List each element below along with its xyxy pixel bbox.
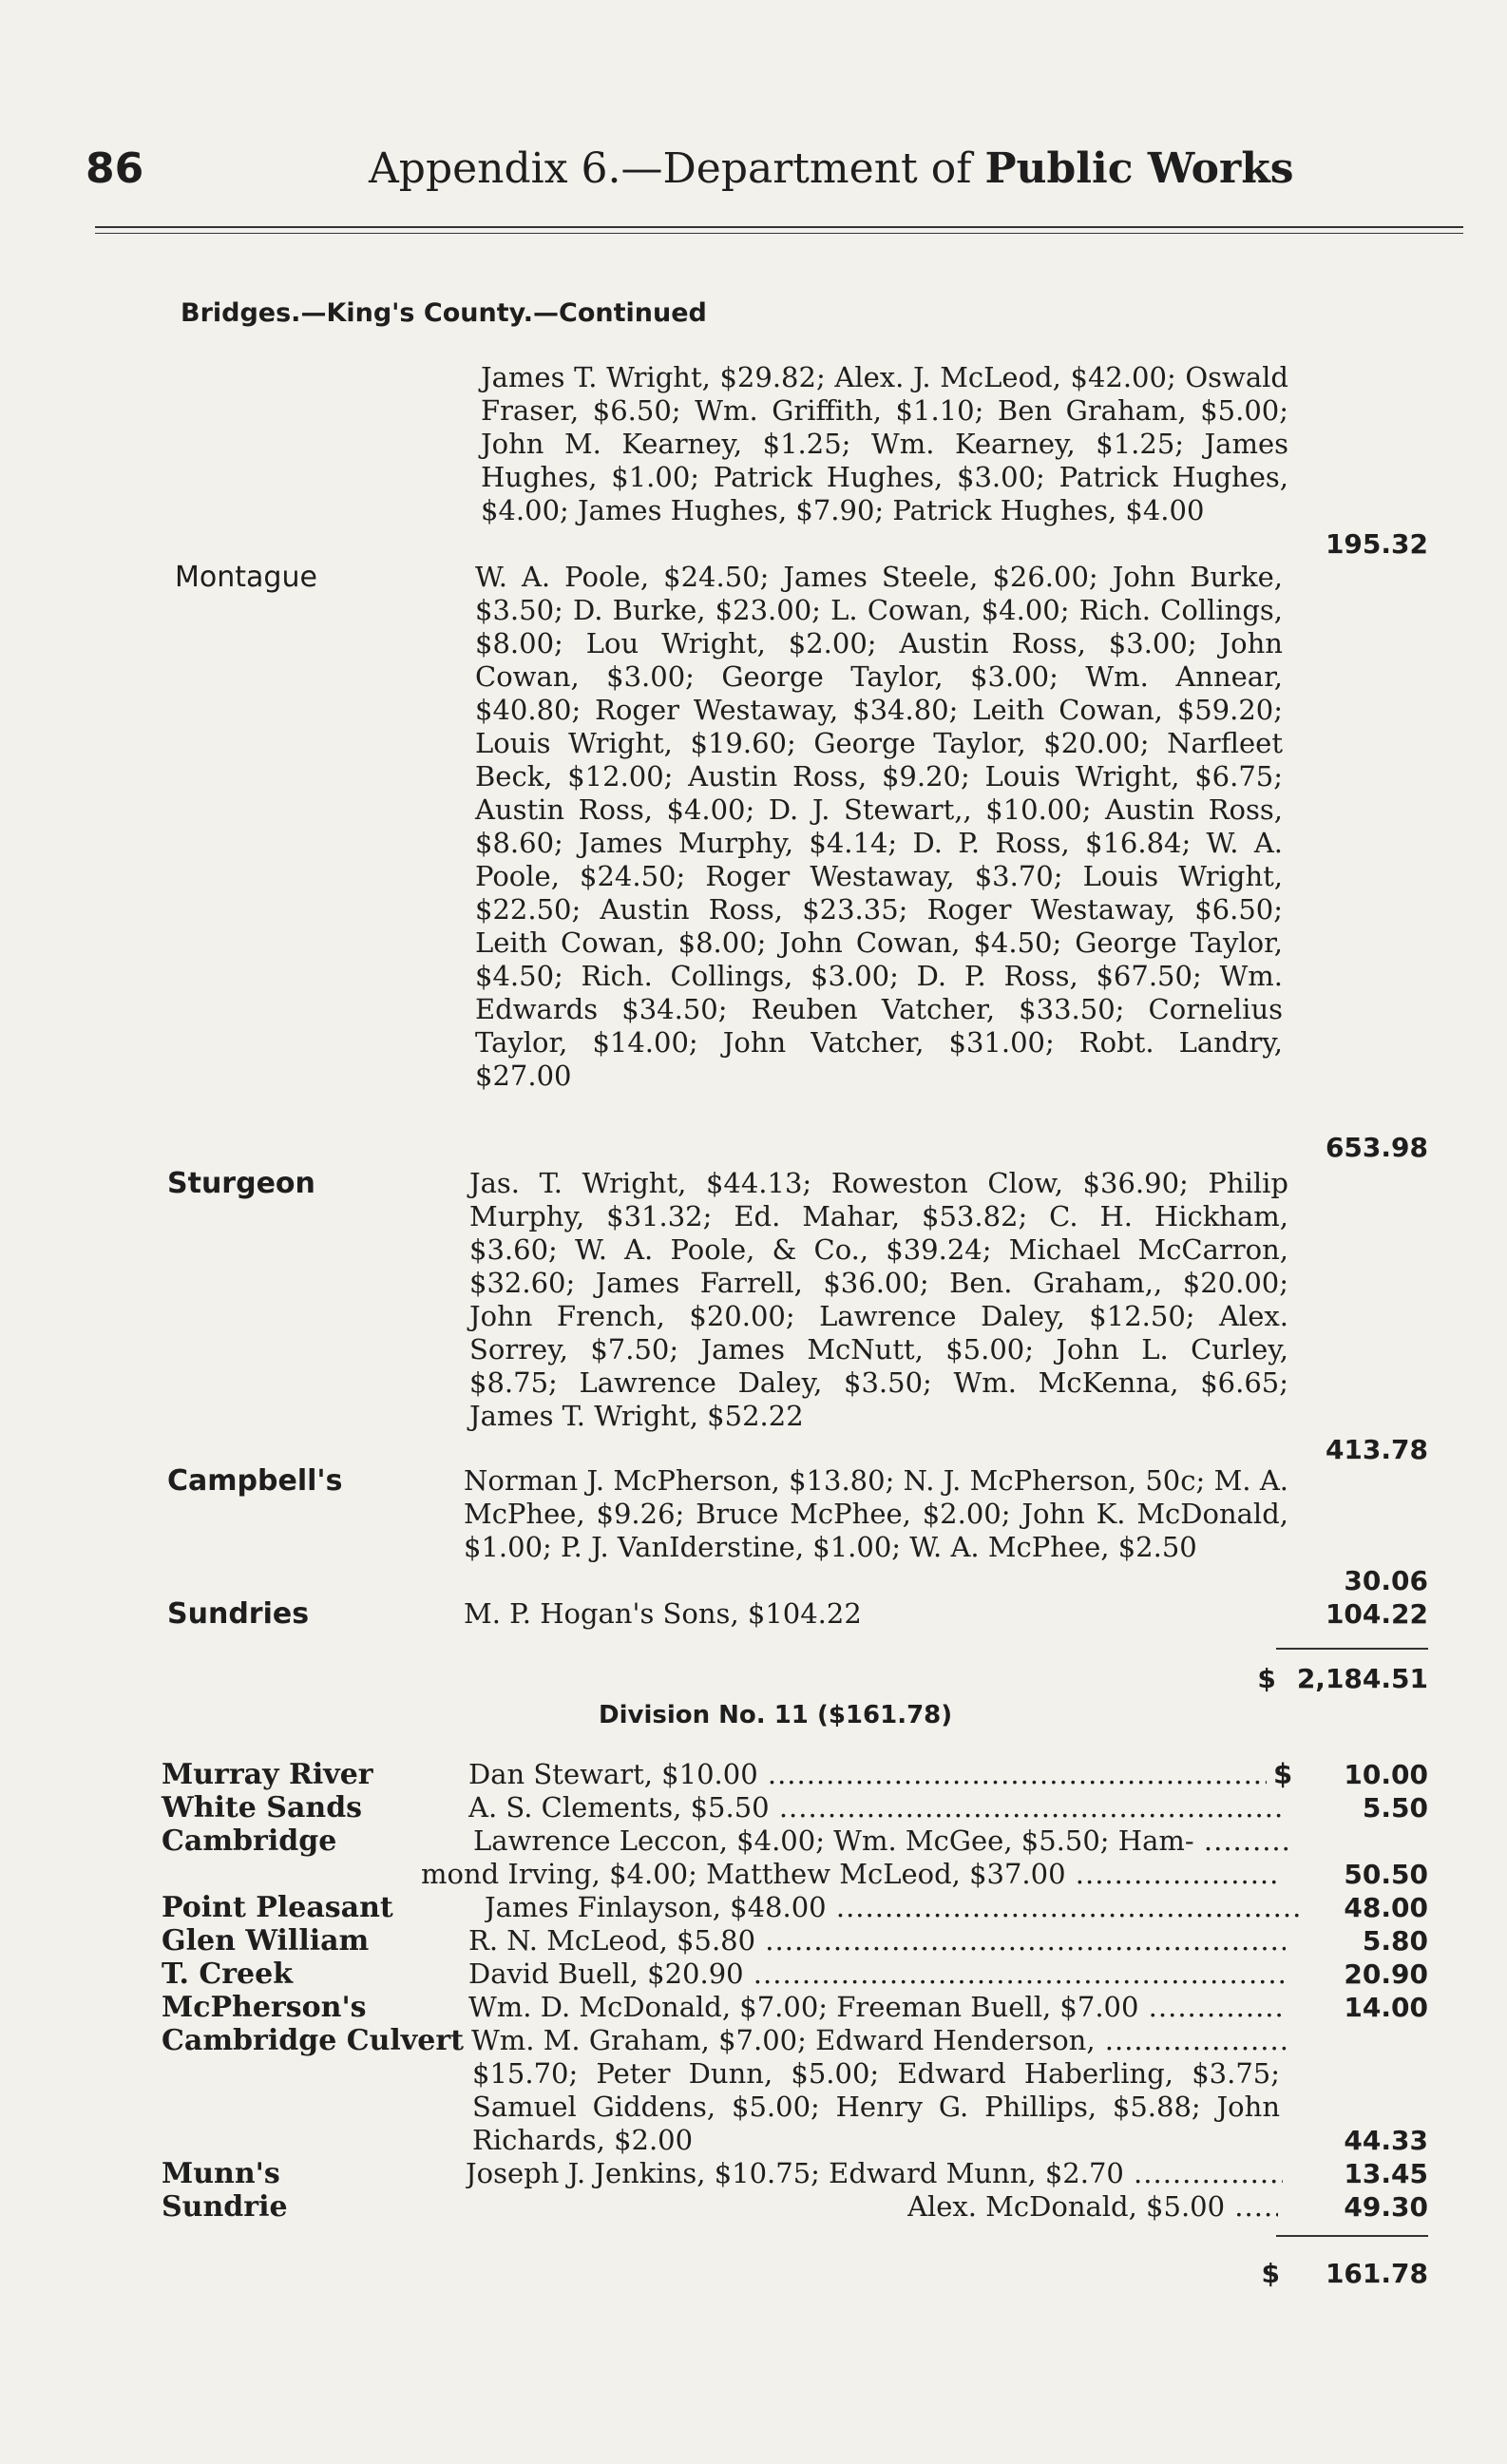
entry-amount: 104.22 [1325,1598,1428,1630]
payee-text-line1: Lawrence Leccon, $4.00; Wm. McGee, $5.50; Ham- ..... [473,1824,1290,1858]
entry-amount: 195.32 [1325,528,1428,560]
place-name: Point Pleasant [162,1891,393,1924]
entry-amount: 30.06 [1344,1565,1428,1596]
payee-text: Joseph J. Jenkins, $10.75; Edward Munn, $2.70 ..... [466,2157,1283,2190]
section-total [1257,1663,1428,1694]
entry-text: W. A. Poole, $24.50; James Steele, $26.00; John Burke, $3.50; D. Burke, $23.00; L. Cowan, $4.00; Rich. Collings, $8.00; Lou Wright, $2.00; Austin Ross, $3.00; John Cowan, $3.00; George Taylor, $3.00; Wm. Annear, $40.80; Roger Westaway, $34.80; Leith Cowan, $59.20; Louis Wright, $19.60; George Taylor, $20.00; Narfleet Beck, $12.00; Austin Ross, $9.20; Louis Wright, $6.75; Austin Ross, $4.00; D. J. Stewart,, $10.00; Austin Ross, $8.60; James Murphy, $4.14; D. P. Ross, $16.84; W. A. Poole, $24.50; Roger Westaway, $3.70; Louis Wright, $22.50; Austin Ross, $23.35; Roger Westaway, $6.50; Leith Cowan, $8.00; John Cowan, $4.50; George Taylor, $4.50; Rich. Collings, $3.00; D. P. Ross, $67.50; Wm. Edwards $34.50; Reuben Vatcher, $33.50; Cornelius Taylor, $14.00; John Vatcher, $31.00; Robt. Landry, $27.00 [475,561,1283,1092]
total-value: 2,184.51 [1296,1663,1428,1694]
division-row [0,1924,1507,1958]
place-name: Murray River [162,1758,373,1791]
running-title-bold: Public Works [984,144,1294,193]
entry-amount: 50.50 [1344,1859,1428,1890]
place-name: Sundrie [162,2190,288,2224]
payee-text: James Finlayson, $48.00 ..... [485,1891,1302,1924]
entry-text: Jas. T. Wright, $44.13; Roweston Clow, $36.90; Philip Murphy, $31.32; Ed. Mahar, $53.82; C. H. Hickham, $3.60; W. A. Poole, & Co., $39.24; Michael McCarron, $32.60; James Farrell, $36.00; Ben. Graham,, $20.00; John French, $20.00; Lawrence Daley, $12.50; Alex. Sorrey, $7.50; James McNutt, $5.00; John L. Curley, $8.75; Lawrence Daley, $3.50; Wm. McKenna, $6.65; James T. Wright, $52.22 [469,1167,1288,1432]
payee-text: A. S. Clements, $5.50 ..... [468,1791,1286,1824]
header-rule-thin [95,233,1463,234]
division-row [0,1991,1507,2024]
entry-text: Norman J. McPherson, $13.80; N. J. McPherson, 50c; M. A. McPhee, $9.26; Bruce McPhee, $2.00; John K. McDonald, $1.00; P. J. VanIderstine, $1.00; W. A. McPhee, $2.50 [464,1464,1288,1563]
payee-text: Alex. McDonald, $5.00 ..... [907,2190,1278,2224]
entry-amount: 653.98 [1325,1132,1428,1163]
entry-text: M. P. Hogan's Sons, $104.22 [464,1597,862,1630]
division-row [0,1891,1507,1924]
entry-amount: 5.50 [1362,1792,1428,1824]
entry-amount: 48.00 [1344,1892,1428,1923]
division-heading: Division No. 11 ($161.78) [599,1701,953,1729]
place-name: Campbell's [167,1464,343,1498]
division-row [0,2157,1507,2190]
total-currency: $ [1261,2258,1280,2289]
payee-text: Dan Stewart, $10.00 ..... [468,1758,1267,1791]
total-currency: $ [1257,1663,1276,1694]
place-name: McPherson's [162,1991,367,2024]
running-title-part: Appendix 6.—Department of [369,144,985,193]
place-name: Sundries [167,1597,310,1631]
place-name: Munn's [162,2157,280,2190]
place-name: Sturgeon [167,1167,315,1200]
header-rule [95,226,1463,228]
section-heading: Bridges.—King's County.—Continued [181,298,707,328]
division-row [0,1958,1507,1991]
entry-amount: 5.80 [1362,1925,1428,1957]
place-name: Glen William [162,1924,370,1958]
entry-amount: 413.78 [1325,1434,1428,1465]
entry-amount: 13.45 [1344,2158,1428,2189]
sum-rule [1276,2235,1428,2237]
entry-amount: 20.90 [1344,1958,1428,1990]
place-name: Cambridge [162,1824,337,1858]
total-value: 161.78 [1325,2258,1428,2289]
division-amount-row [0,2124,1507,2157]
place-name: White Sands [162,1791,363,1824]
place-name: T. Creek [162,1958,293,1991]
division-row [0,1858,1507,1891]
entry-amount: 14.00 [1344,1992,1428,2023]
division-total [1261,2258,1428,2289]
entry-amount: 44.33 [1344,2125,1428,2156]
division-row [0,1824,1507,1858]
running-title [369,144,1293,193]
payee-text: R. N. McLeod, $5.80 ..... [468,1924,1286,1958]
division-row [0,2024,1507,2057]
dollar-sign: $ [1273,1758,1293,1790]
payee-text-line2: mond Irving, $4.00; Matthew McLeod, $37.00 ..... [421,1858,1276,1891]
sum-rule [1276,1648,1428,1650]
payee-text: Wm. D. McDonald, $7.00; Freeman Buell, $7.00 ..... [468,1991,1286,2024]
division-row [0,1791,1507,1824]
place-name: Montague [175,561,317,594]
page-header [86,144,1473,211]
entry-amount: 10.00 [1344,1759,1428,1790]
page-number: 86 [86,144,144,193]
entry-text: James T. Wright, $29.82; Alex. J. McLeod, $42.00; Oswald Fraser, $6.50; Wm. Griffith, $1.10; Ben Graham, $5.00; John M. Kearney, $1.25; Wm. Kearney, $1.25; James Hughes, $1.00; Patrick Hughes, $3.00; Patrick Hughes, $4.00; James Hughes, $7.90; Patrick Hughes, $4.00 [481,361,1288,526]
division-row [0,2190,1507,2224]
payee-text-continued: $15.70; Peter Dunn, $5.00; Edward Haberling, $3.75; Samuel Giddens, $5.00; Henry G. Phillips, $5.88; John Richards, $2.00 [472,2057,1280,2156]
division-row [0,1758,1507,1791]
payee-text-line1: Wm. M. Graham, $7.00; Edward Henderson, ..... [471,2024,1288,2057]
place-name: Cambridge Culvert [162,2024,464,2057]
payee-text: David Buell, $20.90 ..... [468,1958,1286,1991]
entry-amount: 49.30 [1344,2191,1428,2223]
